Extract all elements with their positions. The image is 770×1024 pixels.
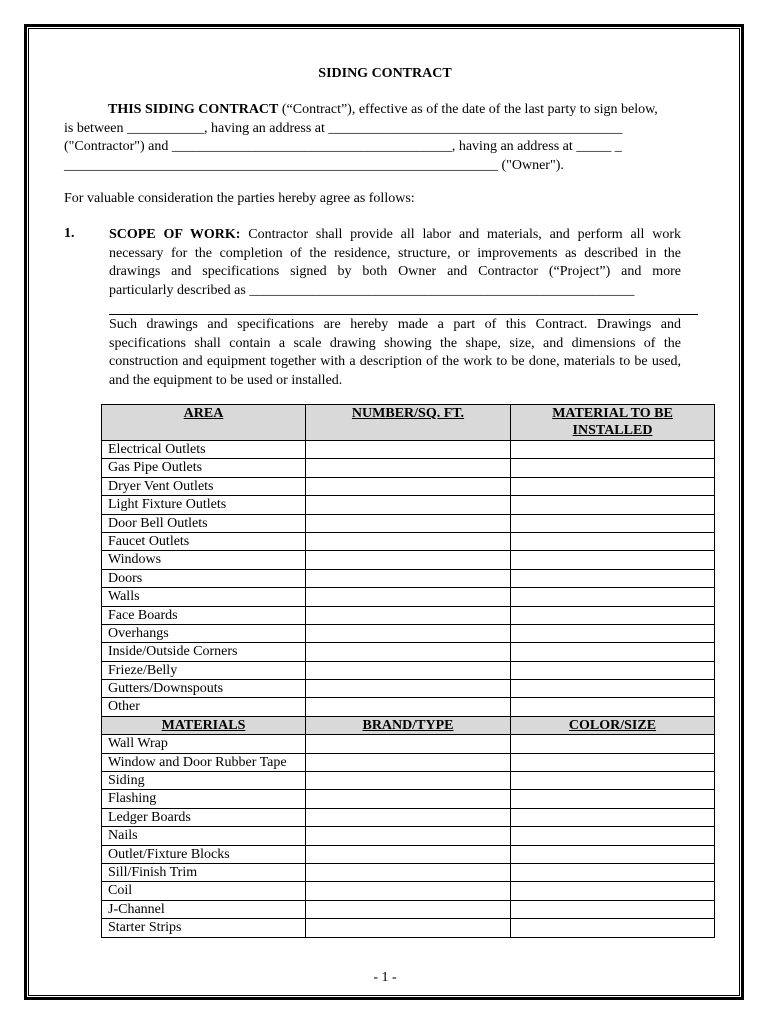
area-row-blank-cell[interactable] xyxy=(511,496,715,514)
area-row-label: Face Boards xyxy=(102,606,306,624)
area-row-blank-cell[interactable] xyxy=(306,661,511,679)
section-1-line-4: particularly described as _______________________________________________________ xyxy=(109,282,635,298)
headers1-header-row xyxy=(102,405,715,441)
material-row-blank-cell[interactable] xyxy=(306,900,511,918)
section-1-body: Such drawings and specifications are hereby made a part of this Contract. Drawings and specifications shall contain a scale drawing showing the shape, size, and dimensions of the construction and equipment together with a description of the work to be done, materials to be used, and the equipment to be used or installed. xyxy=(109,317,681,388)
material-row-blank-cell[interactable] xyxy=(511,827,715,845)
material-row xyxy=(102,919,715,937)
area-row-blank-cell[interactable] xyxy=(306,514,511,532)
section-1-line-1-rest: Contractor shall provide all labor and materials, and perform all work xyxy=(240,227,681,242)
material-row-label: Siding xyxy=(102,772,306,790)
area-row-blank-cell[interactable] xyxy=(511,532,715,550)
area-row-label: Overhangs xyxy=(102,624,306,642)
area-row-label: Electrical Outlets xyxy=(102,441,306,459)
area-row-label: Walls xyxy=(102,588,306,606)
area-row xyxy=(102,569,715,587)
area-row-blank-cell[interactable] xyxy=(306,532,511,550)
material-row-label: Nails xyxy=(102,827,306,845)
material-row-label: Flashing xyxy=(102,790,306,808)
material-row-label: Window and Door Rubber Tape xyxy=(102,753,306,771)
area-row xyxy=(102,643,715,661)
description-blank-line xyxy=(109,314,698,315)
area-row xyxy=(102,606,715,624)
area-row-blank-cell[interactable] xyxy=(511,661,715,679)
area-row-label: Other xyxy=(102,698,306,716)
area-row-label: Windows xyxy=(102,551,306,569)
area-row xyxy=(102,514,715,532)
area-row-blank-cell[interactable] xyxy=(511,441,715,459)
material-row xyxy=(102,882,715,900)
area-row-label: Frieze/Belly xyxy=(102,661,306,679)
material-row xyxy=(102,827,715,845)
area-row-blank-cell[interactable] xyxy=(306,606,511,624)
area-row-label: Gutters/Downspouts xyxy=(102,680,306,698)
material-row xyxy=(102,772,715,790)
material-row-blank-cell[interactable] xyxy=(306,753,511,771)
area-row-blank-cell[interactable] xyxy=(306,459,511,477)
area-row-blank-cell[interactable] xyxy=(511,477,715,495)
material-row-blank-cell[interactable] xyxy=(511,753,715,771)
area-row-label: Doors xyxy=(102,569,306,587)
area-row-blank-cell[interactable] xyxy=(511,588,715,606)
material-row-label: Coil xyxy=(102,882,306,900)
area-row xyxy=(102,551,715,569)
material-row xyxy=(102,735,715,753)
section-1-intro xyxy=(109,226,681,300)
area-row xyxy=(102,588,715,606)
area-row-blank-cell[interactable] xyxy=(511,643,715,661)
headers1-header-cell: AREA xyxy=(102,405,306,441)
material-row-blank-cell[interactable] xyxy=(306,845,511,863)
material-row-blank-cell[interactable] xyxy=(511,735,715,753)
material-row xyxy=(102,845,715,863)
area-row xyxy=(102,698,715,716)
material-row-blank-cell[interactable] xyxy=(306,790,511,808)
area-row xyxy=(102,532,715,550)
material-row-blank-cell[interactable] xyxy=(511,882,715,900)
area-row-blank-cell[interactable] xyxy=(511,459,715,477)
material-row xyxy=(102,753,715,771)
area-row-blank-cell[interactable] xyxy=(511,551,715,569)
headers1-header-cell: NUMBER/SQ. FT. xyxy=(306,405,511,441)
area-row-blank-cell[interactable] xyxy=(306,643,511,661)
area-row-blank-cell[interactable] xyxy=(511,698,715,716)
material-row-label: J-Channel xyxy=(102,900,306,918)
area-row-blank-cell[interactable] xyxy=(306,698,511,716)
area-row-label: Door Bell Outlets xyxy=(102,514,306,532)
material-row-label: Wall Wrap xyxy=(102,735,306,753)
material-row xyxy=(102,808,715,826)
material-row-label: Starter Strips xyxy=(102,919,306,937)
intro-line-4: ______________________________________________________________ ("Owner"). xyxy=(64,157,564,173)
section-1-line-1 xyxy=(109,226,681,245)
area-row-label: Gas Pipe Outlets xyxy=(102,459,306,477)
material-row-blank-cell[interactable] xyxy=(511,845,715,863)
area-row-blank-cell[interactable] xyxy=(511,606,715,624)
section-1-line-2: necessary for the completion of the residence, structure, or improvements as described in the xyxy=(109,245,681,261)
material-row-blank-cell[interactable] xyxy=(511,863,715,881)
material-row xyxy=(102,790,715,808)
page-number: - 1 - xyxy=(373,970,397,985)
area-row xyxy=(102,459,715,477)
area-row-blank-cell[interactable] xyxy=(306,441,511,459)
area-row xyxy=(102,477,715,495)
intro-line-1 xyxy=(64,101,694,120)
area-row-blank-cell[interactable] xyxy=(306,588,511,606)
area-row-label: Faucet Outlets xyxy=(102,532,306,550)
area-row xyxy=(102,441,715,459)
material-row-blank-cell[interactable] xyxy=(306,808,511,826)
intro-line-2: is between ___________, having an address at __________________________________________ xyxy=(64,120,623,136)
area-row-blank-cell[interactable] xyxy=(306,569,511,587)
area-row-blank-cell[interactable] xyxy=(306,477,511,495)
material-row-blank-cell[interactable] xyxy=(306,863,511,881)
section-1-heading: SCOPE OF WORK: xyxy=(109,227,241,242)
material-row-blank-cell[interactable] xyxy=(511,790,715,808)
material-row-label: Sill/Finish Trim xyxy=(102,863,306,881)
area-row-blank-cell[interactable] xyxy=(306,680,511,698)
material-row xyxy=(102,900,715,918)
material-row-blank-cell[interactable] xyxy=(511,808,715,826)
area-row xyxy=(102,661,715,679)
material-row-blank-cell[interactable] xyxy=(306,772,511,790)
area-row-blank-cell[interactable] xyxy=(511,680,715,698)
material-row-label: Outlet/Fixture Blocks xyxy=(102,845,306,863)
headers2-header-row xyxy=(102,716,715,734)
headers2-header-cell: COLOR/SIZE xyxy=(511,716,715,734)
area-row xyxy=(102,624,715,642)
area-row xyxy=(102,496,715,514)
area-row-blank-cell[interactable] xyxy=(511,624,715,642)
material-row-blank-cell[interactable] xyxy=(306,919,511,937)
intro-bold-lead: THIS SIDING CONTRACT xyxy=(108,102,279,117)
document-title: SIDING CONTRACT xyxy=(318,66,452,81)
material-row-blank-cell[interactable] xyxy=(511,919,715,937)
area-row-label: Inside/Outside Corners xyxy=(102,643,306,661)
intro-line-1-rest: (“Contract”), effective as of the date of the last party to sign below, xyxy=(278,102,658,117)
material-row-label: Ledger Boards xyxy=(102,808,306,826)
intro-paragraph xyxy=(64,101,694,175)
consideration-text: For valuable consideration the parties hereby agree as follows: xyxy=(64,191,415,206)
intro-line-3: ("Contractor") and ________________________________________, having an address at _____ _ xyxy=(64,139,622,154)
material-row-blank-cell[interactable] xyxy=(511,772,715,790)
material-row-blank-cell[interactable] xyxy=(511,900,715,918)
area-row-label: Dryer Vent Outlets xyxy=(102,477,306,495)
area-row-blank-cell[interactable] xyxy=(511,514,715,532)
area-row-blank-cell[interactable] xyxy=(306,551,511,569)
area-row-blank-cell[interactable] xyxy=(306,624,511,642)
material-row xyxy=(102,863,715,881)
material-row-blank-cell[interactable] xyxy=(306,735,511,753)
material-row-blank-cell[interactable] xyxy=(306,827,511,845)
headers1-header-cell: MATERIAL TO BE INSTALLED xyxy=(511,405,715,441)
area-row-label: Light Fixture Outlets xyxy=(102,496,306,514)
siding-table xyxy=(101,404,715,938)
material-row-blank-cell[interactable] xyxy=(306,882,511,900)
area-row-blank-cell[interactable] xyxy=(306,496,511,514)
area-row-blank-cell[interactable] xyxy=(511,569,715,587)
area-row xyxy=(102,680,715,698)
headers2-header-cell: BRAND/TYPE xyxy=(306,716,511,734)
section-1-line-3: drawings and specifications signed by both Owner and Contractor (“Project”) and more xyxy=(109,264,681,279)
headers2-header-cell: MATERIALS xyxy=(102,716,306,734)
section-1-number: 1. xyxy=(64,226,75,241)
